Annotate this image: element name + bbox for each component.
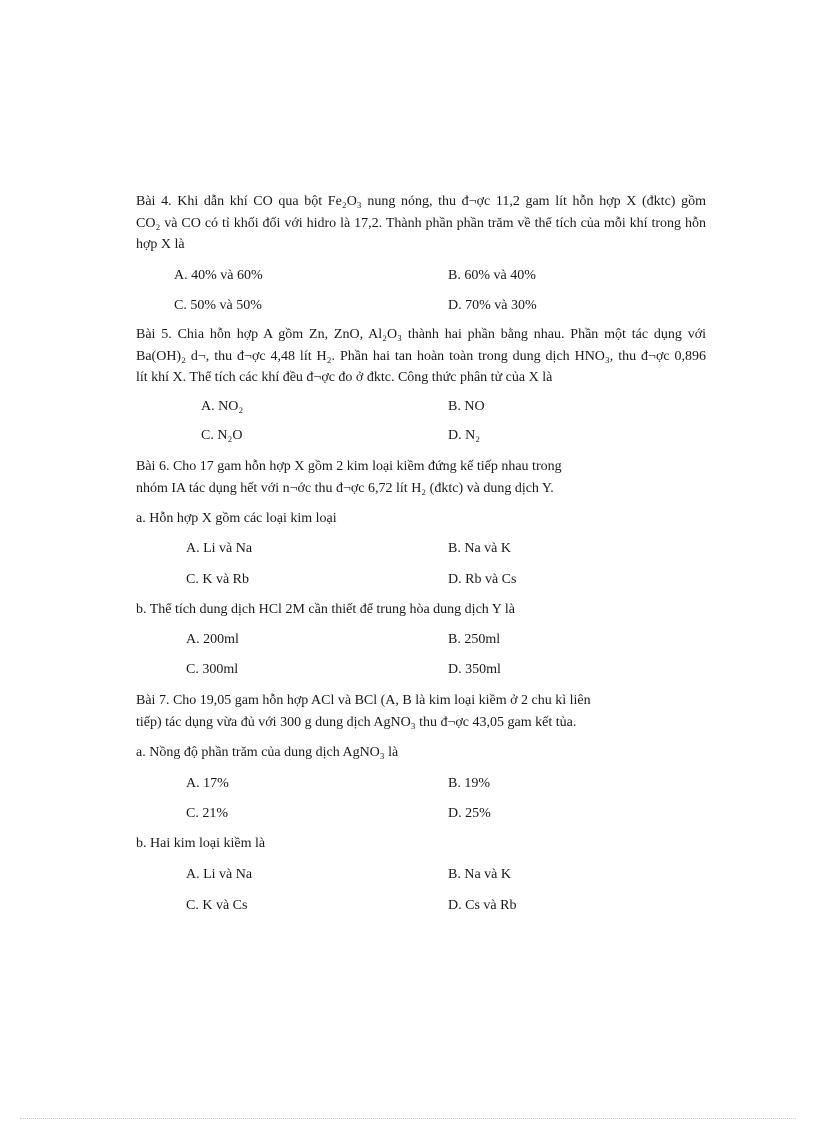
q4-option-b: B. 60% và 40% (448, 268, 536, 283)
q7a-option-a: A. 17% (186, 776, 229, 791)
q5-text-line-3: lít khí X. Thể tích các khí đều đ¬ợc đo ở đktc. Công thức phân tử của X là (136, 370, 553, 385)
page-bottom-rule (20, 1118, 796, 1119)
q7-part-b-prompt: b. Hai kim loại kiềm là (136, 836, 266, 851)
q6a-option-a: A. Li và Na (186, 541, 253, 556)
q6-part-b-prompt: b. Thể tích dung dịch HCl 2M cần thiết để trung hòa dung dịch Y là (136, 602, 515, 617)
q6a-option-b: B. Na và K (448, 541, 511, 556)
q5-option-c: C. N₂O (201, 428, 243, 443)
q5-option-b: B. NO (448, 399, 485, 414)
q7b-option-d: D. Cs và Rb (448, 898, 517, 913)
q4-text-line-2: CO₂ và CO có tỉ khối đối với hidro là 17,2. Thành phần phần trăm về thể tích của mỗi khí trong hỗn (136, 216, 706, 231)
q6-part-a-prompt: a. Hỗn hợp X gồm các loại kim loại (136, 511, 337, 526)
q7b-option-b: B. Na và K (448, 867, 511, 882)
q5-option-d: D. N₂ (448, 428, 481, 443)
q5-text-line-2: Ba(OH)₂ d¬, thu đ¬ợc 4,48 lít H₂. Phần hai tan hoàn toàn trong dung dịch HNO₃, thu đ¬ợc 0,896 (136, 349, 706, 364)
q7a-option-c: C. 21% (186, 806, 228, 821)
q7-text-line-1: Bài 7. Cho 19,05 gam hỗn hợp ACl và BCl (A, B là kim loại kiềm ở 2 chu kì liên (136, 693, 591, 708)
q6-text-line-1: Bài 6. Cho 17 gam hỗn hợp X gồm 2 kim loại kiềm đứng kế tiếp nhau trong (136, 459, 562, 474)
q6b-option-d: D. 350ml (448, 662, 501, 677)
q7-part-a-prompt: a. Nồng độ phần trăm của dung dịch AgNO₃ là (136, 745, 399, 760)
q6-text-line-2: nhóm IA tác dụng hết với n¬ớc thu đ¬ợc 6,72 lít H₂ (đktc) và dung dịch Y. (136, 481, 554, 496)
q4-option-d: D. 70% và 30% (448, 298, 537, 313)
q7a-option-b: B. 19% (448, 776, 490, 791)
q7a-option-d: D. 25% (448, 806, 491, 821)
q6a-option-c: C. K và Rb (186, 572, 249, 587)
q4-text-line-3: hợp X là (136, 237, 185, 252)
q4-option-a: A. 40% và 60% (174, 268, 263, 283)
q4-text-line-1: Bài 4. Khi dẫn khí CO qua bột Fe₂O₃ nung nóng, thu đ¬ợc 11,2 gam lít hỗn hợp X (đktc) gồm (136, 194, 706, 209)
q7-text-line-2: tiếp) tác dụng vừa đủ với 300 g dung dịch AgNO₃ thu đ¬ợc 43,05 gam kết tủa. (136, 715, 577, 730)
q7b-option-c: C. K và Cs (186, 898, 248, 913)
q7b-option-a: A. Li và Na (186, 867, 253, 882)
q5-text-line-1: Bài 5. Chia hỗn hợp A gồm Zn, ZnO, Al₂O₃ thành hai phần bằng nhau. Phần một tác dụng với (136, 327, 706, 342)
q6b-option-a: A. 200ml (186, 632, 239, 647)
q6b-option-c: C. 300ml (186, 662, 239, 677)
q6b-option-b: B. 250ml (448, 632, 501, 647)
q4-option-c: C. 50% và 50% (174, 298, 262, 313)
q5-option-a: A. NO₂ (201, 399, 244, 414)
q6a-option-d: D. Rb và Cs (448, 572, 517, 587)
